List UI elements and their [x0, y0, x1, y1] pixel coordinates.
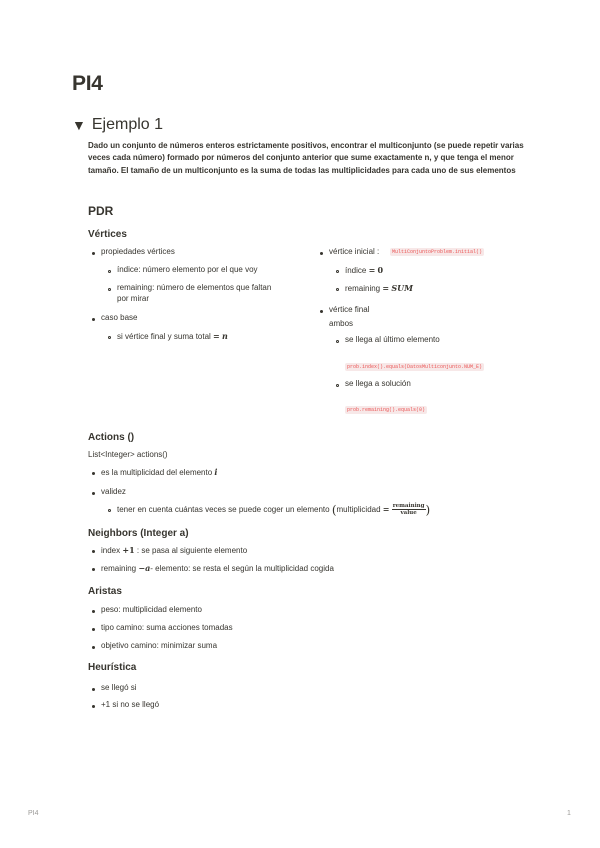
frac-den: value	[400, 510, 417, 517]
vertices-heading: Vértices	[88, 229, 127, 240]
math-eq: =	[382, 504, 390, 514]
list-item: se llega al último elemento	[345, 335, 440, 344]
bullet	[92, 550, 95, 553]
bullet	[92, 688, 95, 691]
aristas-heading: Aristas	[88, 586, 122, 597]
page-number: 1	[567, 810, 571, 817]
text: remaining	[101, 564, 137, 573]
list-item: remaining: número de elementos que faltan	[117, 283, 272, 292]
bullet	[320, 310, 323, 313]
neighbors-heading: Neighbors (Integer a)	[88, 528, 189, 539]
list-item	[345, 265, 383, 277]
bullet	[92, 628, 95, 631]
bullet	[92, 492, 95, 495]
pdr-heading: PDR	[88, 204, 114, 218]
fraction	[392, 503, 426, 516]
list-item: índice: número elemento por el que voy	[117, 265, 258, 274]
bullet	[92, 705, 95, 708]
text-ambos: ambos	[329, 319, 354, 328]
bullet	[92, 568, 95, 571]
list-item: propiedades vértices	[101, 247, 175, 256]
math-eq: =	[213, 331, 220, 341]
text: - elemento: se resta el según la multiplicidad cogida	[150, 564, 334, 573]
list-item: caso base	[101, 313, 138, 322]
math-op: −a	[138, 563, 151, 573]
circle-bullet	[336, 288, 339, 291]
list-item: peso: multiplicidad elemento	[101, 605, 202, 614]
circle-bullet	[108, 270, 111, 273]
math-eq: =	[382, 283, 390, 293]
heuristica-heading: Heurística	[88, 662, 137, 673]
text: es la multiplicidad del elemento	[101, 468, 213, 477]
circle-bullet	[108, 336, 111, 339]
math-zero: 0	[377, 265, 384, 275]
bullet	[92, 610, 95, 613]
list-item: vértice inicial :	[329, 247, 380, 256]
list-item	[345, 283, 413, 295]
actions-heading: Actions ()	[88, 432, 135, 443]
circle-bullet	[108, 288, 111, 291]
signature: List<Integer> actions()	[88, 450, 168, 459]
list-item	[101, 563, 334, 575]
list-item	[117, 500, 430, 519]
list-item: se llega a solución	[345, 379, 411, 388]
list-item: vértice final	[329, 305, 370, 314]
frac-num: remaining	[392, 503, 425, 510]
bullet	[92, 318, 95, 321]
list-item	[117, 331, 228, 343]
inline-code: MultiConjuntoProblem.initial()	[392, 249, 483, 255]
list-item-cont: por mirar	[117, 294, 150, 303]
math-i: i	[214, 467, 218, 477]
math-n: n	[221, 331, 228, 341]
bullet	[92, 252, 95, 255]
circle-bullet	[108, 509, 111, 512]
math-op: +1	[122, 545, 135, 555]
problem-statement: Dado un conjunto de números enteros estrictamente positivos, encontrar el multiconjunto (se puede repetir varias veces cada número) formado por números del conjunto anterior que sume exactamente n, y que tenga el menor tamaño. El tamaño de un multiconjunto es la suma de todas las multiplicidades para cada uno de sus elementos	[88, 141, 524, 175]
circle-bullet	[336, 270, 339, 273]
bullet	[320, 252, 323, 255]
toggle-heading: Ejemplo 1	[91, 116, 164, 133]
list-item: validez	[101, 487, 126, 496]
paren-left: (	[331, 502, 337, 517]
text: si vértice final y suma total	[117, 332, 211, 341]
math-sum: SUM	[391, 283, 413, 293]
paren-right: )	[425, 502, 431, 517]
toggle-ejemplo-1[interactable]	[72, 116, 163, 134]
text: índice	[345, 266, 367, 275]
text-mult: multiplicidad	[336, 505, 381, 514]
footer-title: PI4	[28, 810, 39, 817]
text: tener en cuenta cuántas veces se puede coger un elemento	[117, 505, 330, 514]
list-item	[101, 467, 217, 479]
text: : se pasa al siguiente elemento	[136, 546, 248, 555]
inline-code: prob.index().equals(DatosMulticonjunto.NUM_E)	[347, 364, 483, 370]
bullet	[92, 472, 95, 475]
inline-code: prob.remaining().equals(0)	[347, 407, 426, 413]
text: index	[101, 546, 121, 555]
text: remaining	[345, 284, 381, 293]
list-item: objetivo camino: minimizar suma	[101, 641, 218, 650]
list-item: +1 si no se llegó	[101, 700, 160, 709]
math-eq: =	[368, 265, 376, 275]
list-item: tipo camino: suma acciones tomadas	[101, 623, 233, 632]
list-item: se llegó si	[101, 683, 137, 692]
list-item	[101, 545, 247, 557]
page-title: PI4	[72, 72, 103, 95]
triangle-down-icon[interactable]: ▼	[72, 117, 86, 133]
bullet	[92, 646, 95, 649]
circle-bullet	[336, 384, 339, 387]
circle-bullet	[336, 340, 339, 343]
